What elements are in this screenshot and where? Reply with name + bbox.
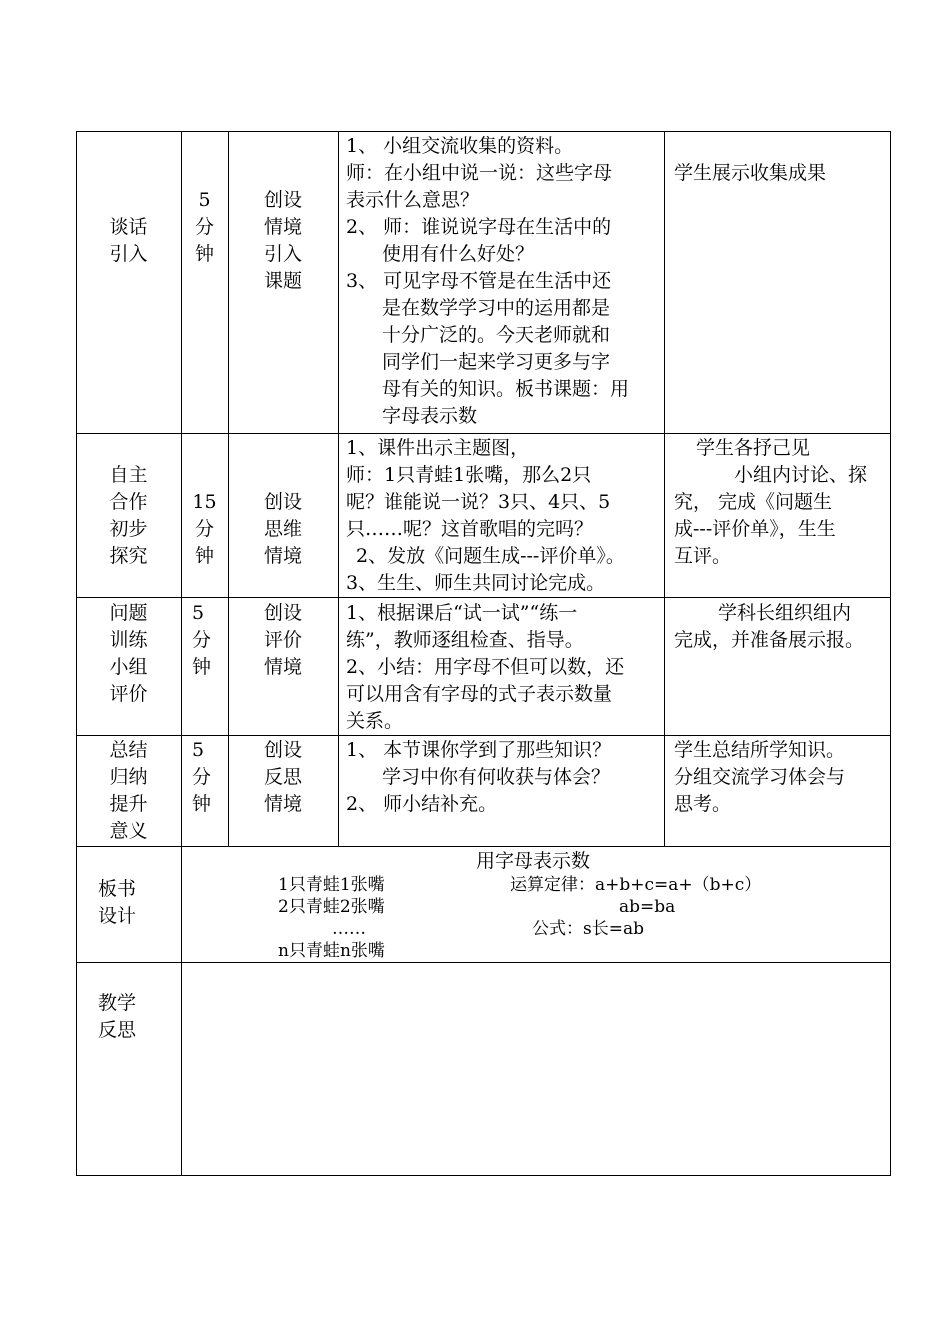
method-cell: 创设 思维 情境 bbox=[263, 491, 302, 567]
reflection-content-cell bbox=[182, 963, 890, 1175]
time-cell: 15 分 钟 bbox=[192, 491, 217, 567]
teacher-activity-cell: 1、课件出示主题图， 师：1只青蛙1张嘴，那么2只 呢？谁能说一说？3只、4只、5 只……呢？这首歌唱的完吗？ 2、发放《问题生成---评价单》。 3、生生、师生共同讨论完成。 bbox=[346, 437, 625, 594]
table-border bbox=[338, 131, 339, 846]
table-border bbox=[76, 846, 891, 847]
table-border bbox=[890, 131, 891, 1176]
teacher-activity-cell: 1、 本节课你学到了那些知识？ 学习中你有何收获与体会？ 2、 师小结补充。 bbox=[346, 739, 612, 815]
stage-cell: 问题 训练 小组 评价 bbox=[109, 602, 148, 705]
table-border bbox=[76, 597, 891, 598]
table-border bbox=[76, 735, 891, 736]
teacher-activity-cell: 1、 小组交流收集的资料。 师：在小组中说一说：这些字母 表示什么意思？ 2、 师：谁说说字母在生活中的 使用有什么好处？ 3、 可见字母不管是在生活中还 是在数学学习中的运用都是 十分广泛的。今天老师就和 同学们一起来学习更多与字 母有关的知识。板书课题：用 字母表示数 bbox=[346, 135, 630, 427]
time-cell: 5 分 钟 bbox=[192, 739, 212, 815]
stage-cell: 谈话 引入 bbox=[109, 216, 148, 265]
student-activity-cell: 学科长组织组内 完成，并准备展示报。 bbox=[674, 602, 865, 651]
board-law: 运算定律：a+b+c=a+（b+c） bbox=[510, 875, 762, 895]
student-activity-cell: 学生各抒己见 小组内讨论、探 究， 完成《问题生 成---评价单》，生生 互评。 bbox=[674, 437, 868, 567]
board-frogs: 1只青蛙1张嘴 2只青蛙2张嘴 …… n只青蛙n张嘴 bbox=[278, 875, 385, 961]
stage-cell: 自主 合作 初步 探究 bbox=[109, 464, 148, 567]
time-cell: 5 分 钟 bbox=[194, 189, 214, 265]
table-border bbox=[664, 131, 665, 846]
student-activity-cell: 学生展示收集成果 bbox=[674, 162, 827, 184]
method-cell: 创设 反思 情境 bbox=[263, 739, 302, 815]
method-cell: 创设 评价 情境 bbox=[263, 602, 302, 678]
board-law2: ab=ba bbox=[619, 897, 676, 917]
time-cell: 5 分 钟 bbox=[192, 602, 212, 678]
table-border bbox=[76, 1175, 891, 1176]
board-design-label: 板书 设计 bbox=[98, 878, 137, 927]
table-border bbox=[76, 131, 891, 132]
stage-cell: 总结 归纳 提升 意义 bbox=[109, 739, 148, 842]
board-title: 用字母表示数 bbox=[476, 850, 591, 872]
method-cell: 创设 情境 引入 课题 bbox=[263, 189, 302, 292]
table-border bbox=[76, 433, 891, 434]
teacher-activity-cell: 1、根据课后“试一试”“练一 练”，教师逐组检查、指导。 2、小结：用字母不但可以数，还 可以用含有字母的式子表示数量 关系。 bbox=[346, 602, 625, 732]
student-activity-cell: 学生总结所学知识。 分组交流学习体会与 思考。 bbox=[674, 739, 846, 815]
board-formula: 公式：s长=ab bbox=[532, 919, 644, 939]
reflection-label: 教学 反思 bbox=[98, 992, 137, 1041]
